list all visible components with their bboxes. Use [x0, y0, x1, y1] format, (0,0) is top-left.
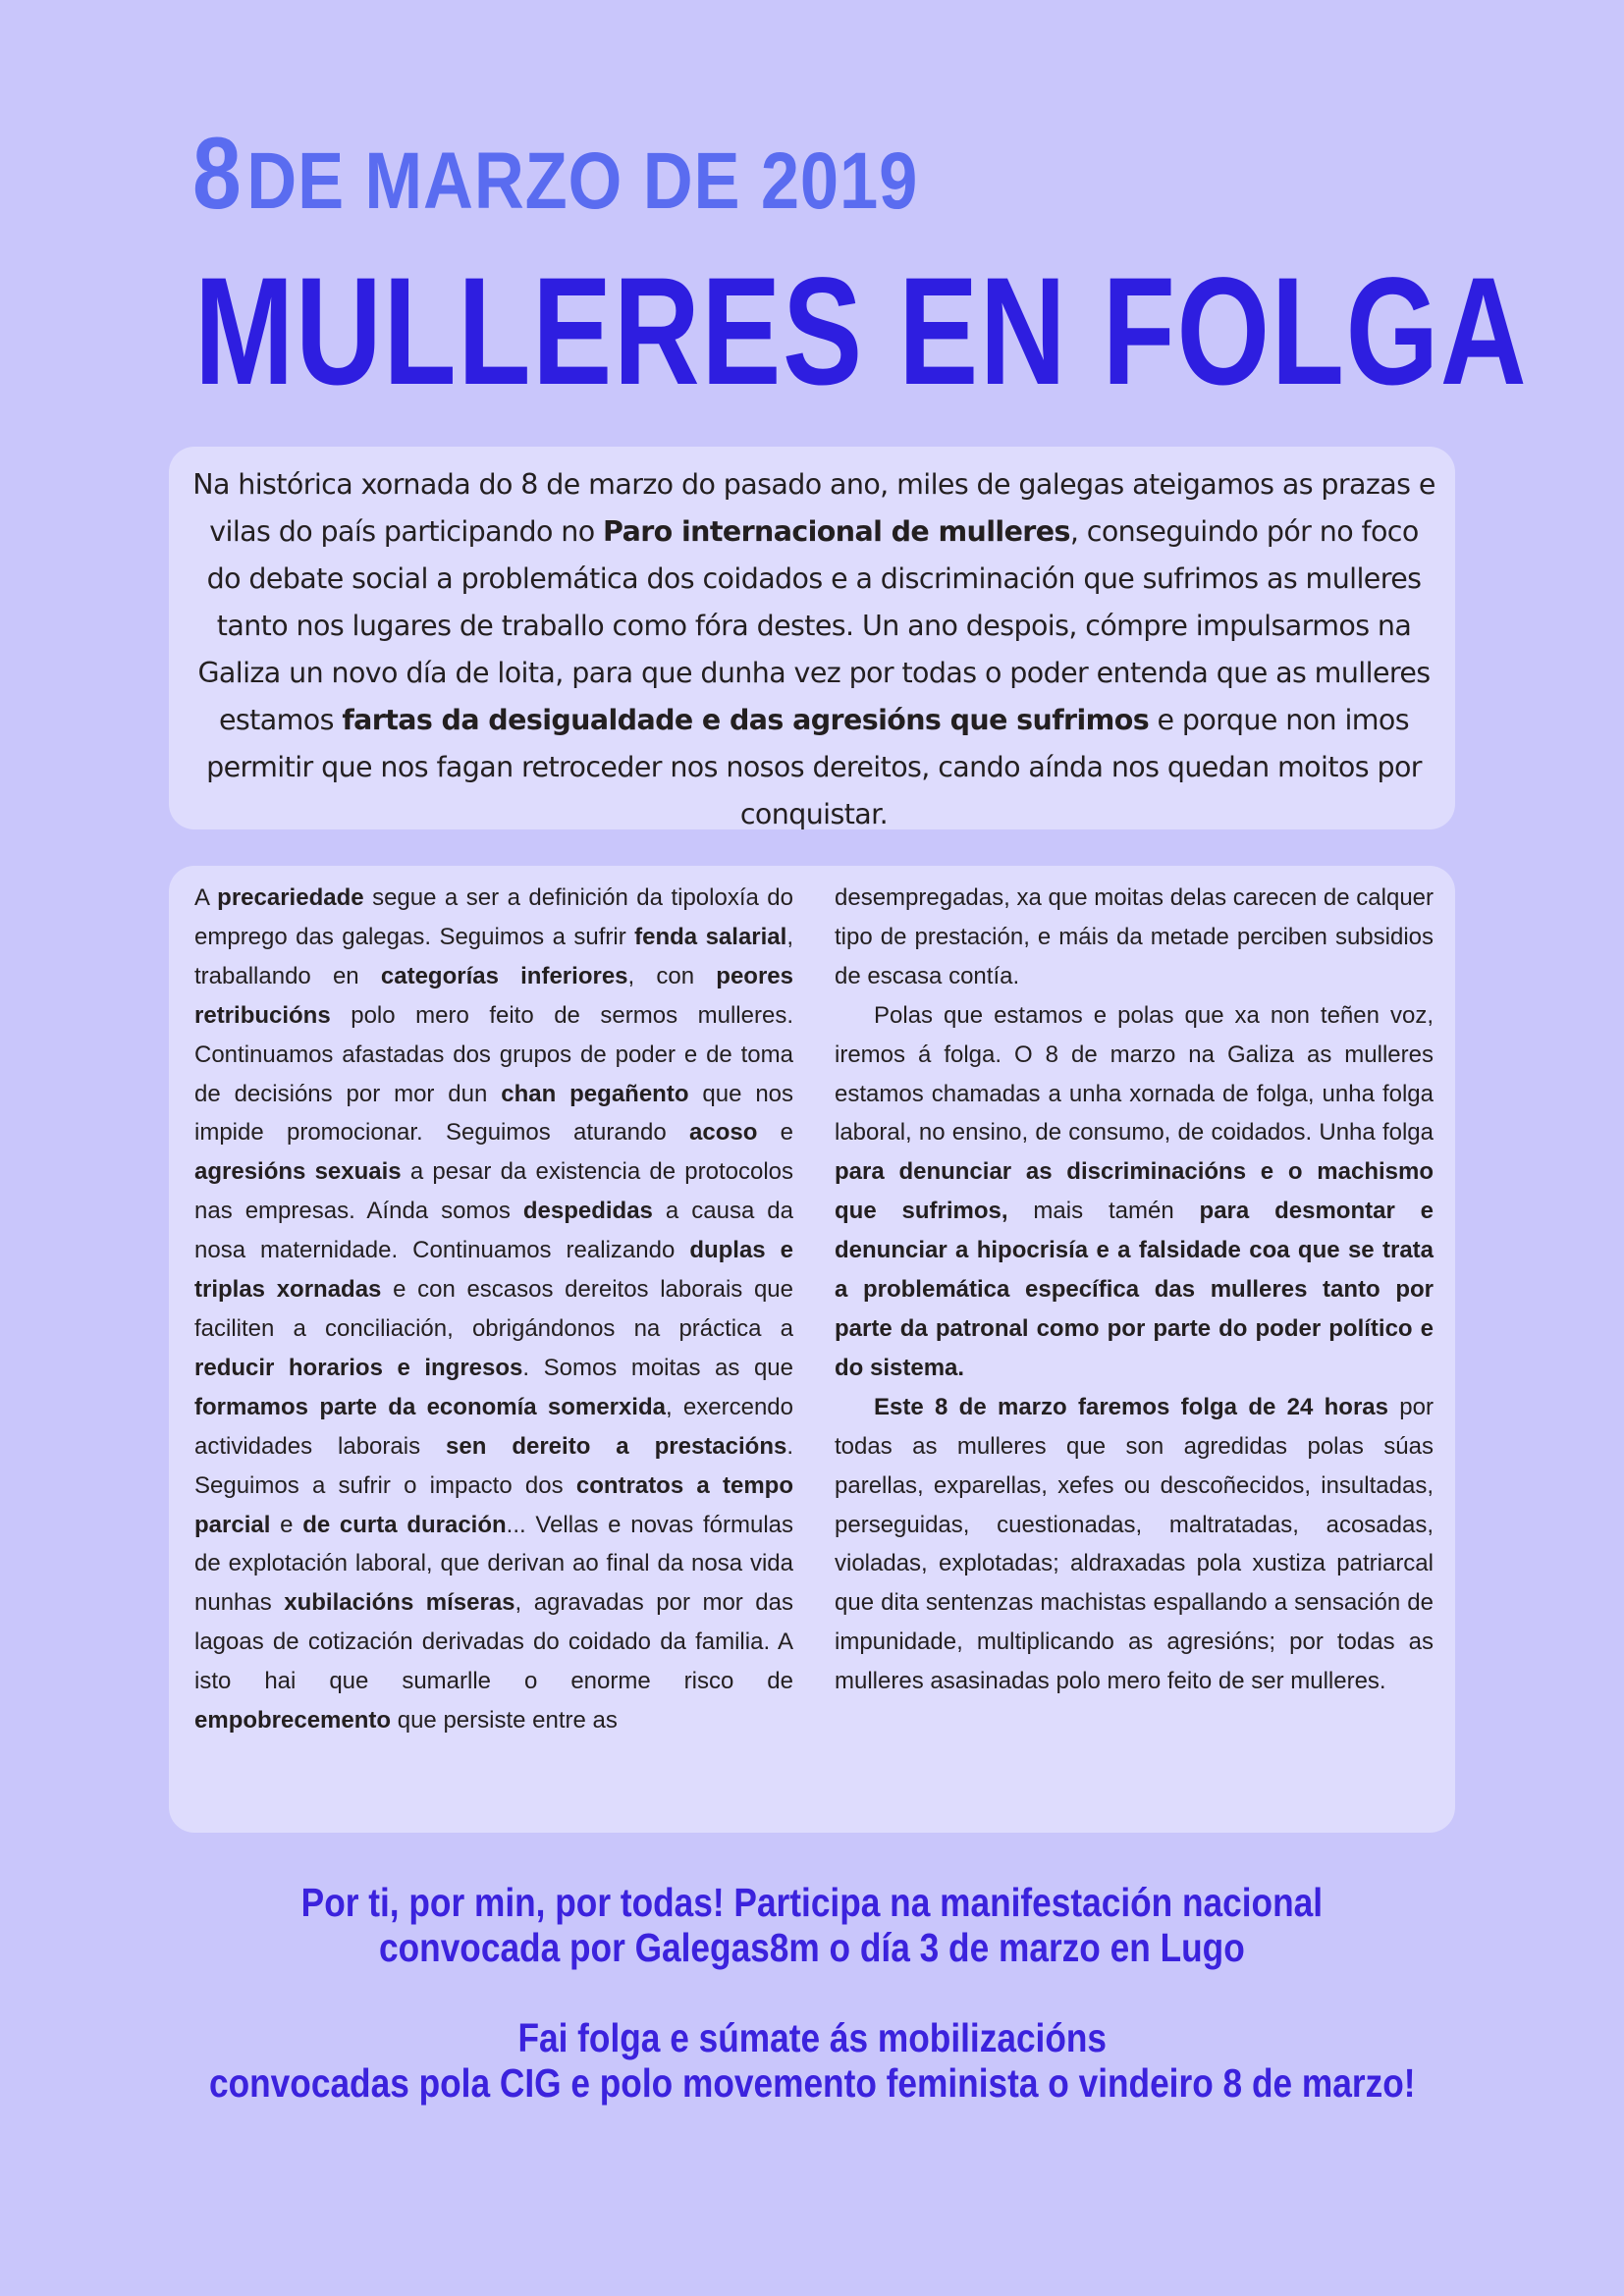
text-span: Polas que estamos e polas que xa non teñen voz, iremos á folga. O 8 de marzo na Galiza as mulleres estamos chamadas a unha xornada de folga, unha folga laboral, no ensino, de consumo, de coidados. Unha folga	[835, 1001, 1434, 1147]
text-span: a causa da nosa maternidade. Continuamos realizando	[194, 1198, 793, 1264]
right-paragraph-1: desempregadas, xa que moitas delas carecen de calquer tipo de prestación, e máis da metade perciben subsidios de escasa contía.	[835, 884, 1434, 989]
intro-bold-2: fartas da desigualdade e das agresións que sufrimos	[342, 704, 1150, 736]
cta-line-3: Fai folga e súmate ás mobilizacións	[517, 2015, 1107, 2060]
bold-span: formamos parte da economía somerxida	[194, 1393, 666, 1420]
bold-span: categorías inferiores	[380, 962, 628, 989]
cta-line-2	[301, 1925, 1323, 1970]
bold-span: Este 8 de marzo faremos folga de 24 horas	[874, 1393, 1388, 1420]
text-span: e	[757, 1119, 794, 1147]
text-span: que persiste entre as	[391, 1707, 618, 1735]
text-span: e	[270, 1511, 303, 1538]
left-paragraph	[194, 879, 793, 1740]
text-span: por todas as mulleres que son agredidas polas súas parellas, exparellas, xefes ou descoñecidos, insultadas, perseguidas, cuestionadas, maltratadas, acosadas, violadas, explotadas; aldraxadas pola xustiza patriarcal que dita sentenzas machistas espallando a sensación de impunidade, multiplicando as agresións; por todas as mulleres asasinadas polo mero feito de ser mulleres.	[835, 1393, 1434, 1695]
right-paragraph-3	[835, 1388, 1434, 1701]
text-span: , traballando en	[194, 923, 793, 989]
bold-span: reducir horarios e ingresos	[194, 1354, 523, 1381]
bold-span: peores retribucións	[194, 962, 793, 1029]
date-heading	[192, 116, 918, 233]
bold-span: sen dereito a prestacións	[446, 1432, 787, 1460]
text-span: convocada por	[379, 1925, 635, 1970]
bold-span: contratos a tempo parcial	[194, 1471, 793, 1538]
text-span: . Somos moitas as que	[522, 1354, 793, 1381]
bold-span: empobrecemento	[194, 1707, 392, 1735]
bold-span: para denunciar as discriminacións e o machismo que sufrimos,	[835, 1158, 1434, 1225]
intro-bold-1: Paro internacional de mulleres	[603, 515, 1070, 548]
intro-text-3: e porque non imos permitir que nos fagan retroceder nos nosos dereitos, cando aínda nos quedan moitos por conquistar.	[206, 704, 1422, 830]
bold-span: chan pegañento	[501, 1080, 689, 1107]
text-span: ... Vellas e novas fórmulas de explotación laboral, que derivan ao final da nosa vida nunhas	[194, 1511, 794, 1617]
bold-span: precariedade	[217, 884, 364, 911]
bold-span: para desmontar e denunciar a hipocrisía e a falsidade coa que se trata a problemática específica das mulleres tanto por parte da patronal como por parte do poder político e do sistema.	[835, 1198, 1434, 1381]
intro-text-1: Na histórica xornada do 8 de marzo do pasado ano, miles de galegas ateigamos as prazas e vilas do país participando no	[192, 468, 1435, 548]
bold-span: de curta duración	[302, 1511, 507, 1538]
text-span: a pesar da existencia de protocolos nas empresas. Aínda somos	[194, 1158, 793, 1225]
page-title: MULLERES EN FOLGA	[194, 246, 1529, 417]
text-span: mais tamén	[1007, 1198, 1200, 1225]
text-span: , con	[627, 962, 717, 989]
bold-span: duplas e triplas xornadas	[194, 1237, 794, 1304]
intro-paragraph	[191, 461, 1436, 838]
text-span: , agravadas por mor das lagoas de cotización derivadas do coidado da familia. A isto hai que sumarlle o enorme risco de	[194, 1589, 793, 1695]
left-column	[194, 879, 793, 1740]
organizer-name: Galegas8m	[634, 1925, 820, 1970]
date-month-year: DE MARZO DE 2019	[246, 136, 919, 226]
bold-span: despedidas	[522, 1198, 653, 1225]
bold-span: agresións sexuais	[194, 1158, 402, 1186]
call-to-action-strike	[0, 2015, 1624, 2106]
text-span: A	[194, 884, 218, 911]
text-span: o día 3 de marzo en Lugo	[819, 1925, 1245, 1970]
text-span: polo mero feito de sermos mulleres. Continuamos afastadas dos grupos de poder e de toma de decisións por mor dun	[194, 1001, 793, 1107]
bold-span: acoso	[689, 1119, 758, 1147]
text-span: que nos impide promocionar. Seguimos aturando	[194, 1080, 794, 1147]
cta-line-1: Por ti, por min, por todas! Participa na manifestación nacional	[300, 1880, 1324, 1925]
text-span: . Seguimos a sufrir o impacto dos	[194, 1432, 793, 1499]
text-span: , exercendo actividades laborais	[194, 1393, 794, 1460]
right-paragraph-2	[835, 996, 1434, 1388]
bold-span: fenda salarial	[634, 923, 787, 950]
text-span: segue a ser a definición da tipoloxía do emprego das galegas. Seguimos a sufrir	[194, 884, 794, 950]
right-column	[835, 879, 1434, 1701]
call-to-action-demonstration	[0, 1880, 1624, 1970]
text-span: e con escasos dereitos laborais que faciliten a conciliación, obrigándonos na práctica a	[194, 1276, 793, 1342]
bold-span: xubilacións míseras	[284, 1589, 515, 1617]
date-number: 8	[192, 117, 243, 231]
intro-text-2: , conseguindo pór no foco do debate social a problemática dos coidados e a discriminación que sufrimos as mulleres tanto nos lugares de traballo como fóra destes. Un ano despois, cómpre impulsarmos na Galiza un novo día de loita, para que dunha vez por todas o poder entenda que as mulleres estamos	[197, 515, 1431, 736]
cta-line-4: convocadas pola CIG e polo movemento feminista o vindeiro 8 de marzo!	[208, 2060, 1416, 2106]
